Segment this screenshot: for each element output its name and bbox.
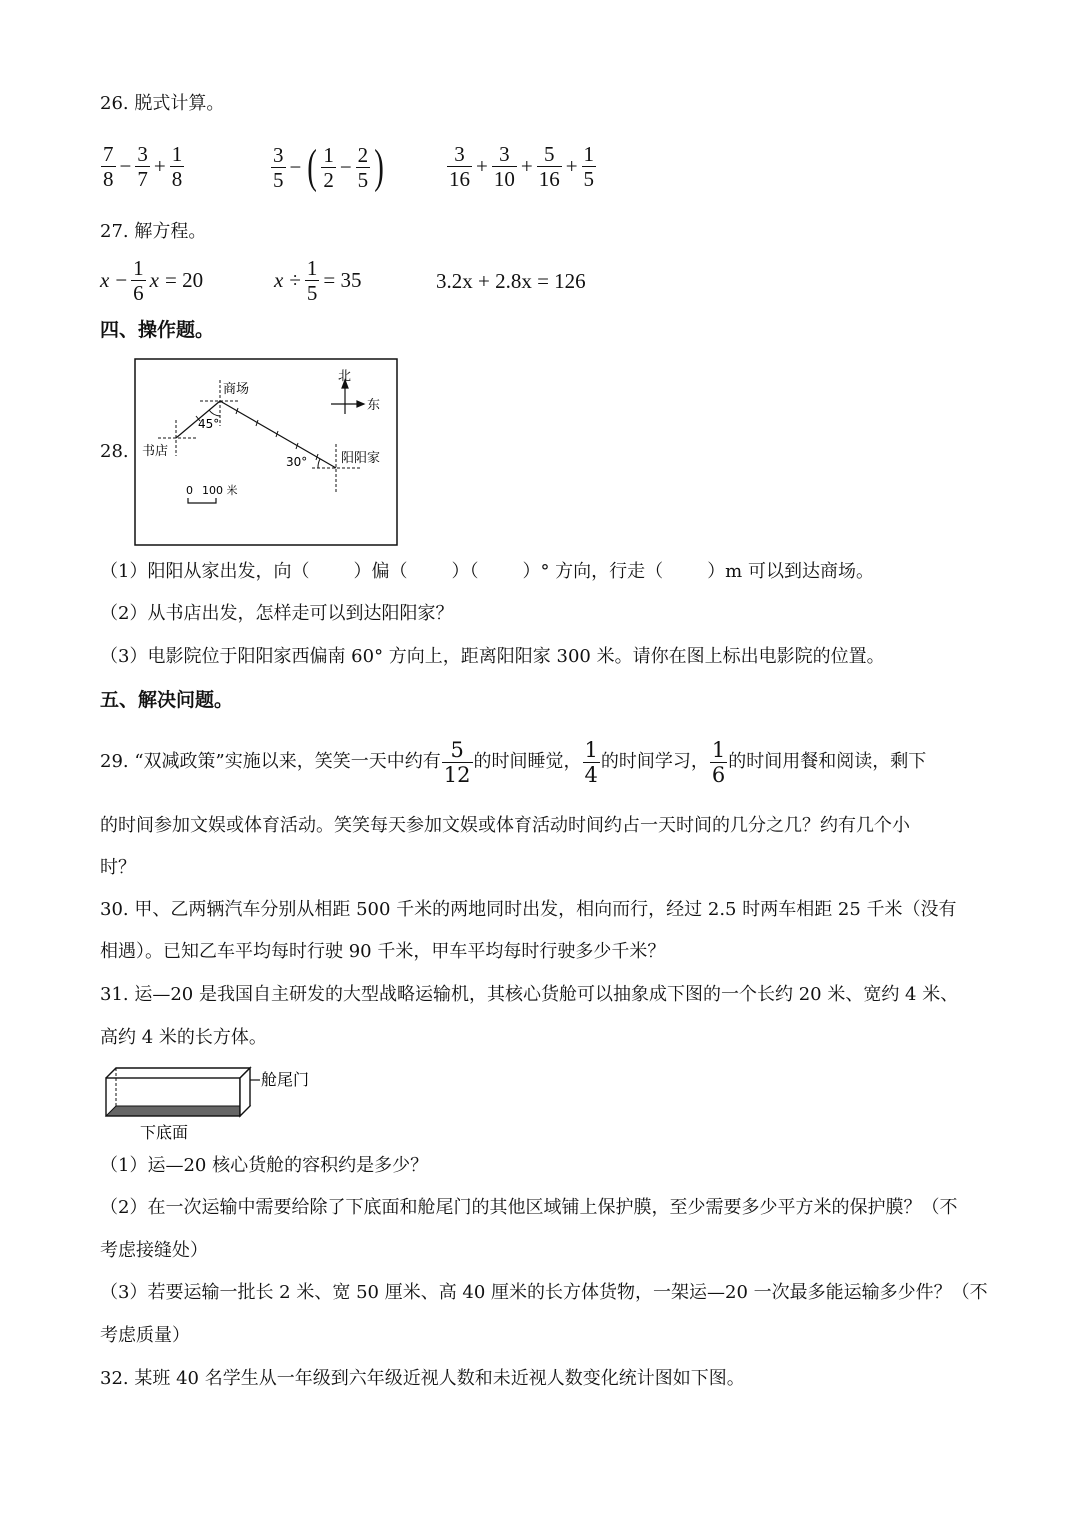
numerator: 5 bbox=[442, 738, 473, 763]
section-4-heading: 四、操作题。 bbox=[100, 319, 215, 341]
q31-part-2-line-2: 考虑接缝处） bbox=[100, 1240, 208, 1261]
numerator: 1 bbox=[306, 256, 318, 280]
operator: + bbox=[476, 154, 488, 178]
numerator: 7 bbox=[103, 142, 114, 166]
q32-line-1: 32. 某班 40 名学生从一年级到六年级近视人数和未近视人数变化统计图如下图。 bbox=[100, 1368, 745, 1389]
q28-map-figure bbox=[134, 358, 398, 546]
tail-door-label: 舱尾门 bbox=[261, 1070, 310, 1089]
operator: ÷ bbox=[289, 268, 301, 292]
q29-text-d: 的时间用餐和阅读，剩下 bbox=[728, 751, 927, 772]
denominator: 6 bbox=[133, 281, 144, 305]
denominator: 16 bbox=[449, 167, 470, 191]
numerator: 1 bbox=[711, 737, 726, 762]
right-hand-side: = 20 bbox=[165, 268, 204, 292]
denominator: 5 bbox=[306, 281, 318, 305]
q26-expression-3 bbox=[446, 142, 597, 191]
q31-part-1: （1）运—20 核心货舱的容积约是多少？ bbox=[100, 1155, 429, 1176]
operator: + bbox=[520, 154, 533, 178]
numerator: 3 bbox=[492, 142, 517, 167]
denominator: 5 bbox=[273, 167, 284, 192]
q29-line-2: 的时间参加文娱或体育活动。笑笑每天参加文娱或体育活动时间约占一天时间的几分之几？约有几个小 bbox=[100, 815, 910, 836]
denominator: 7 bbox=[137, 167, 148, 191]
q29-text-a: 29. “双减政策”实施以来，笑笑一天中约有 bbox=[100, 751, 441, 772]
q31-part-3-line-2: 考虑质量） bbox=[100, 1325, 190, 1346]
angle-30-label: 30° bbox=[286, 455, 308, 469]
q31-line-2: 高约 4 米的长方体。 bbox=[100, 1027, 267, 1048]
denominator: 8 bbox=[171, 167, 183, 191]
operator: + bbox=[565, 154, 578, 178]
right-paren: ) bbox=[374, 140, 384, 193]
numerator: 1 bbox=[323, 142, 334, 167]
q29-line-1 bbox=[100, 736, 926, 788]
denominator: 2 bbox=[323, 167, 334, 192]
angle-45-label: 45° bbox=[198, 417, 220, 431]
denominator: 16 bbox=[538, 167, 560, 191]
q28-p1-text-b: ）偏（ bbox=[353, 561, 408, 582]
denominator: 12 bbox=[443, 762, 471, 787]
q29-line-3: 时？ bbox=[100, 857, 136, 878]
numerator: 1 bbox=[583, 142, 595, 166]
operator: − bbox=[339, 154, 352, 179]
operator: − bbox=[289, 154, 302, 179]
left-paren: ( bbox=[307, 140, 318, 193]
q29-text-c: 的时间学习， bbox=[600, 751, 709, 772]
denominator: 4 bbox=[584, 762, 598, 787]
q31-part-2-line-1: （2）在一次运输中需要给除了下底面和舱尾门的其他区域铺上保护膜，至少需要多少平方米的保护膜？（不 bbox=[100, 1197, 958, 1218]
numerator: 1 bbox=[584, 737, 598, 762]
variable: x bbox=[274, 268, 284, 292]
denominator: 5 bbox=[583, 167, 595, 191]
variable: x bbox=[149, 268, 159, 292]
q26-title: 26. 脱式计算。 bbox=[100, 93, 225, 114]
q28-p1-text-e: ）m 可以到达商场。 bbox=[707, 561, 874, 582]
q31-part-3-line-1: （3）若要运输一批长 2 米、宽 50 厘米、高 40 厘米的长方体货物，一架运—20 一次最多能运输多少件？（不 bbox=[100, 1282, 988, 1303]
q30-line-2: 相遇）。已知乙车平均每时行驶 90 千米，甲车平均每时行驶多少千米？ bbox=[100, 941, 666, 962]
q27-equation-2 bbox=[274, 256, 364, 305]
numerator: 3 bbox=[447, 142, 472, 167]
home-label: 阳阳家 bbox=[341, 451, 381, 466]
operator: − bbox=[115, 268, 128, 292]
q28-p1-text-d: ）° 方向，行走（ bbox=[522, 561, 664, 582]
mall-label: 商场 bbox=[223, 382, 250, 397]
q26-expression-2 bbox=[270, 142, 387, 192]
q31-line-1: 31. 运—20 是我国自主研发的大型战略运输机，其核心货舱可以抽象成下图的一个长约 20 米、宽约 4 米、 bbox=[100, 984, 959, 1005]
scale-zero: 0 bbox=[186, 484, 193, 497]
denominator: 5 bbox=[357, 167, 369, 192]
q29-text-b: 的时间睡觉， bbox=[473, 751, 582, 772]
section-5-heading: 五、解决问题。 bbox=[100, 689, 234, 711]
operator: + bbox=[153, 154, 166, 178]
bottom-face-shading bbox=[106, 1106, 250, 1116]
box-top bbox=[106, 1068, 250, 1078]
q27-title: 27. 解方程。 bbox=[100, 221, 207, 242]
tail-door-face bbox=[240, 1068, 250, 1116]
denominator: 6 bbox=[711, 762, 726, 787]
denominator: 10 bbox=[493, 167, 515, 191]
q31-cargo-hold-figure bbox=[100, 1064, 340, 1144]
q28-p1-text-a: （1）阳阳从家出发，向（ bbox=[100, 561, 310, 582]
q27-equation-3: 3.2x + 2.8x = 126 bbox=[436, 269, 586, 293]
q27-equation-1 bbox=[100, 256, 206, 305]
denominator: 8 bbox=[103, 167, 114, 191]
numerator: 5 bbox=[537, 142, 562, 167]
q28-part-3: （3）电影院位于阳阳家西偏南 60° 方向上，距离阳阳家 300 米。请你在图上标出电影院的位置。 bbox=[100, 646, 885, 667]
numerator: 1 bbox=[171, 142, 183, 166]
right-hand-side: = 35 bbox=[323, 268, 362, 292]
numerator: 2 bbox=[357, 142, 369, 167]
north-label: 北 bbox=[338, 369, 352, 384]
bottom-face-label: 下底面 bbox=[140, 1123, 189, 1142]
numerator: 3 bbox=[137, 142, 148, 166]
q30-line-1: 30. 甲、乙两辆汽车分别从相距 500 千米的两地同时出发，相向而行，经过 2.5 时两车相距 25 千米（没有 bbox=[100, 899, 957, 920]
q28-number: 28. bbox=[100, 441, 129, 462]
numerator: 3 bbox=[273, 142, 284, 167]
east-label: 东 bbox=[367, 398, 381, 413]
scale-label: 100 米 bbox=[202, 484, 238, 497]
q28-part-2: （2）从书店出发，怎样走可以到达阳阳家？ bbox=[100, 603, 454, 624]
q28-part-1 bbox=[100, 560, 874, 584]
q28-p1-text-c: ）（ bbox=[451, 561, 479, 582]
variable: x bbox=[100, 268, 110, 292]
bookstore-label: 书店 bbox=[142, 444, 169, 459]
q26-expression-1 bbox=[100, 142, 185, 191]
operator: − bbox=[119, 154, 132, 178]
numerator: 1 bbox=[133, 256, 144, 280]
